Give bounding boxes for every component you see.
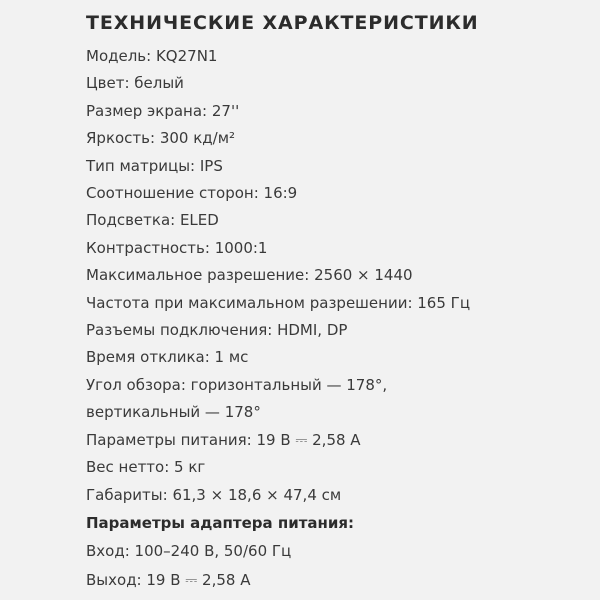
adapter-section-title: Параметры адаптера питания:: [86, 514, 355, 532]
spec-power: Параметры питания: 19 В ⎓ 2,58 А: [86, 430, 361, 449]
spec-net-weight: Вес нетто: 5 кг: [86, 458, 206, 477]
spec-brightness: Яркость: 300 кд/м²: [86, 129, 236, 148]
adapter-input: Вход: 100–240 В, 50/60 Гц: [86, 542, 292, 560]
spec-response-time: Время отклика: 1 мс: [86, 348, 249, 367]
spec-matrix-type: Тип матрицы: IPS: [86, 156, 223, 175]
spec-contrast: Контрастность: 1000:1: [86, 238, 268, 257]
page-title: ТЕХНИЧЕСКИЕ ХАРАКТЕРИСТИКИ: [86, 12, 479, 34]
spec-backlight: Подсветка: ELED: [86, 211, 219, 230]
spec-viewing-angle: Угол обзора: горизонтальный — 178°,: [86, 375, 388, 394]
spec-screen-size: Размер экрана: 27'': [86, 101, 240, 120]
spec-list: [86, 43, 470, 509]
adapter-output: Выход: 19 В ⎓ 2,58 А: [86, 571, 251, 589]
spec-max-resolution: Максимальное разрешение: 2560 × 1440: [86, 266, 413, 285]
spec-connectors: Разъемы подключения: HDMI, DP: [86, 321, 348, 340]
spec-model: Модель: KQ27N1: [86, 47, 218, 65]
spec-viewing-angle-vertical: вертикальный — 178°: [86, 403, 261, 422]
spec-color: Цвет: белый: [86, 74, 184, 93]
spec-aspect-ratio: Соотношение сторон: 16:9: [86, 184, 298, 203]
spec-dimensions: Габариты: 61,3 × 18,6 × 47,4 см: [86, 485, 342, 504]
adapter-spec-list: [86, 537, 291, 595]
spec-refresh-rate: Частота при максимальном разрешении: 165 Гц: [86, 293, 471, 312]
